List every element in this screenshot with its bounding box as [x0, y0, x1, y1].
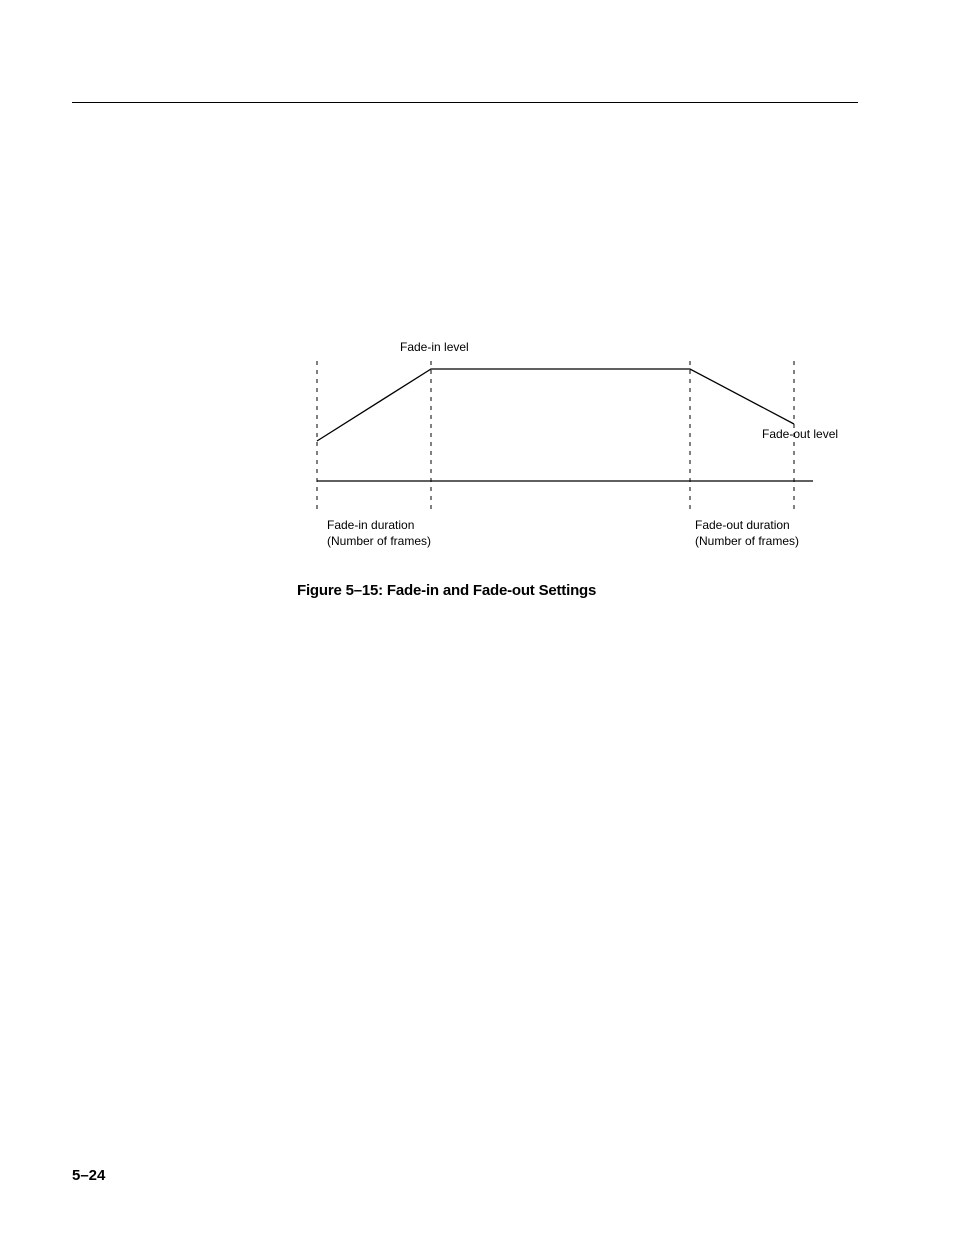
- page-number: 5–24: [72, 1167, 106, 1184]
- fade-in-level-label: Fade-in level: [400, 340, 469, 354]
- fade-in-duration-label: Fade-in duration: [327, 518, 415, 532]
- fade-envelope: [317, 369, 794, 441]
- fade-out-duration-label: Fade-out duration: [695, 518, 790, 532]
- fade-out-duration-sublabel: (Number of frames): [695, 534, 800, 548]
- fade-in-duration-sublabel: (Number of frames): [327, 534, 432, 548]
- figure-caption: Figure 5–15: Fade-in and Fade-out Settings: [297, 582, 597, 599]
- fade-out-level-label: Fade-out level: [762, 427, 839, 441]
